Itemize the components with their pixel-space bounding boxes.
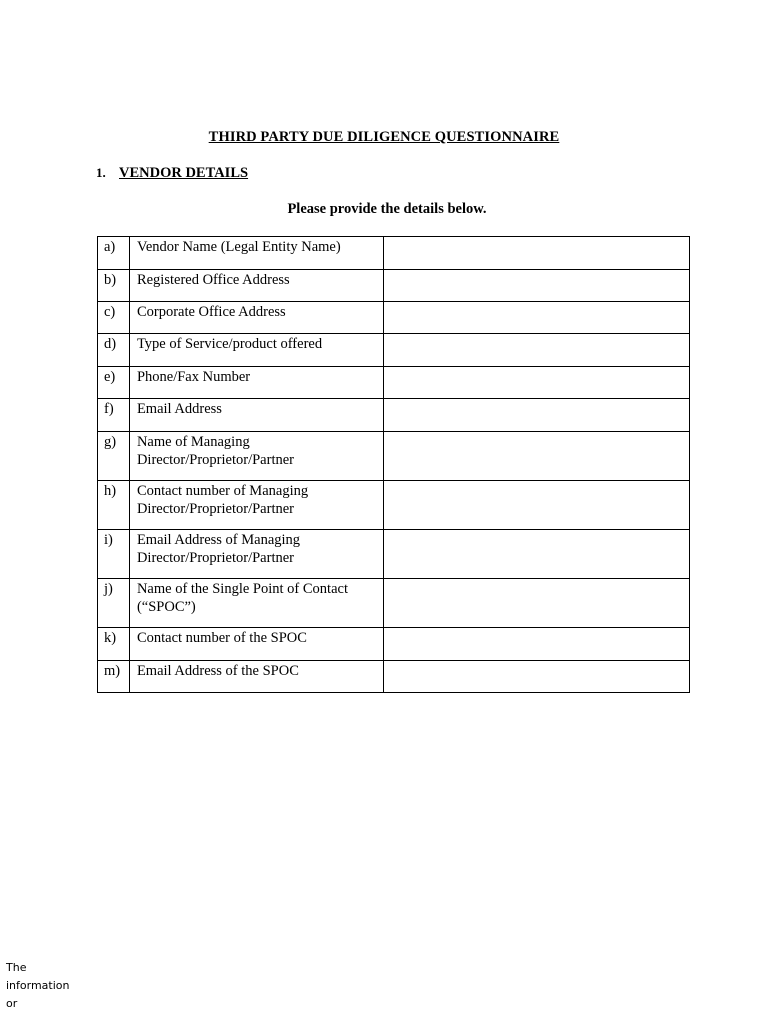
answer-field[interactable] [383,661,690,693]
row-label: Contact number of the SPOC [136,630,307,646]
row-label: Type of Service/product offered [136,336,323,352]
table-row [98,661,690,693]
row-label: Corporate Office Address [136,304,286,320]
row-index: i) [104,532,113,548]
table-row [98,628,690,661]
row-label: Name of Managing Director/Proprietor/Partner [136,434,294,468]
document-title: THIRD PARTY DUE DILIGENCE QUESTIONNAIRE [208,129,560,145]
answer-field[interactable] [383,432,690,481]
answer-field[interactable] [383,579,690,628]
row-index: b) [104,272,117,288]
row-label: Registered Office Address [136,272,290,288]
row-label: Name of the Single Point of Contact (“SPOC”) [136,581,348,615]
row-index: g) [104,434,117,450]
section-heading [96,165,248,182]
row-index: j) [104,581,113,597]
table-row [98,302,690,334]
row-label: Phone/Fax Number [136,369,251,385]
row-label: Email Address of Managing Director/Proprietor/Partner [136,532,301,566]
footer-note: The information or [6,961,70,1010]
row-label: Vendor Name (Legal Entity Name) [136,239,341,255]
table-row [98,579,690,628]
answer-field[interactable] [383,367,690,399]
answer-field[interactable] [383,302,690,334]
answer-field[interactable] [383,530,690,579]
row-index: e) [104,369,116,385]
vendor-details-table [97,236,690,693]
answer-field[interactable] [383,481,690,530]
answer-field[interactable] [383,399,690,432]
row-label: Email Address of the SPOC [136,663,299,679]
row-index: h) [104,483,117,499]
section-number: 1. [96,165,106,180]
row-index: a) [104,239,116,255]
row-index: f) [104,401,114,417]
table-row [98,367,690,399]
row-label: Contact number of Managing Director/Proprietor/Partner [136,483,309,517]
answer-field[interactable] [383,628,690,661]
table-row [98,270,690,302]
row-index: d) [104,336,117,352]
section-title: VENDOR DETAILS [119,165,249,181]
row-index: k) [104,630,117,646]
table-row [98,432,690,481]
row-label: Email Address [136,401,222,417]
answer-field[interactable] [383,237,690,270]
table-row [98,530,690,579]
row-index: m) [104,663,121,679]
answer-field[interactable] [383,334,690,367]
row-index: c) [104,304,116,320]
instruction-text: Please provide the details below. [287,201,487,217]
answer-field[interactable] [383,270,690,302]
table-row [98,237,690,270]
table-row [98,481,690,530]
table-row [98,399,690,432]
table-row [98,334,690,367]
